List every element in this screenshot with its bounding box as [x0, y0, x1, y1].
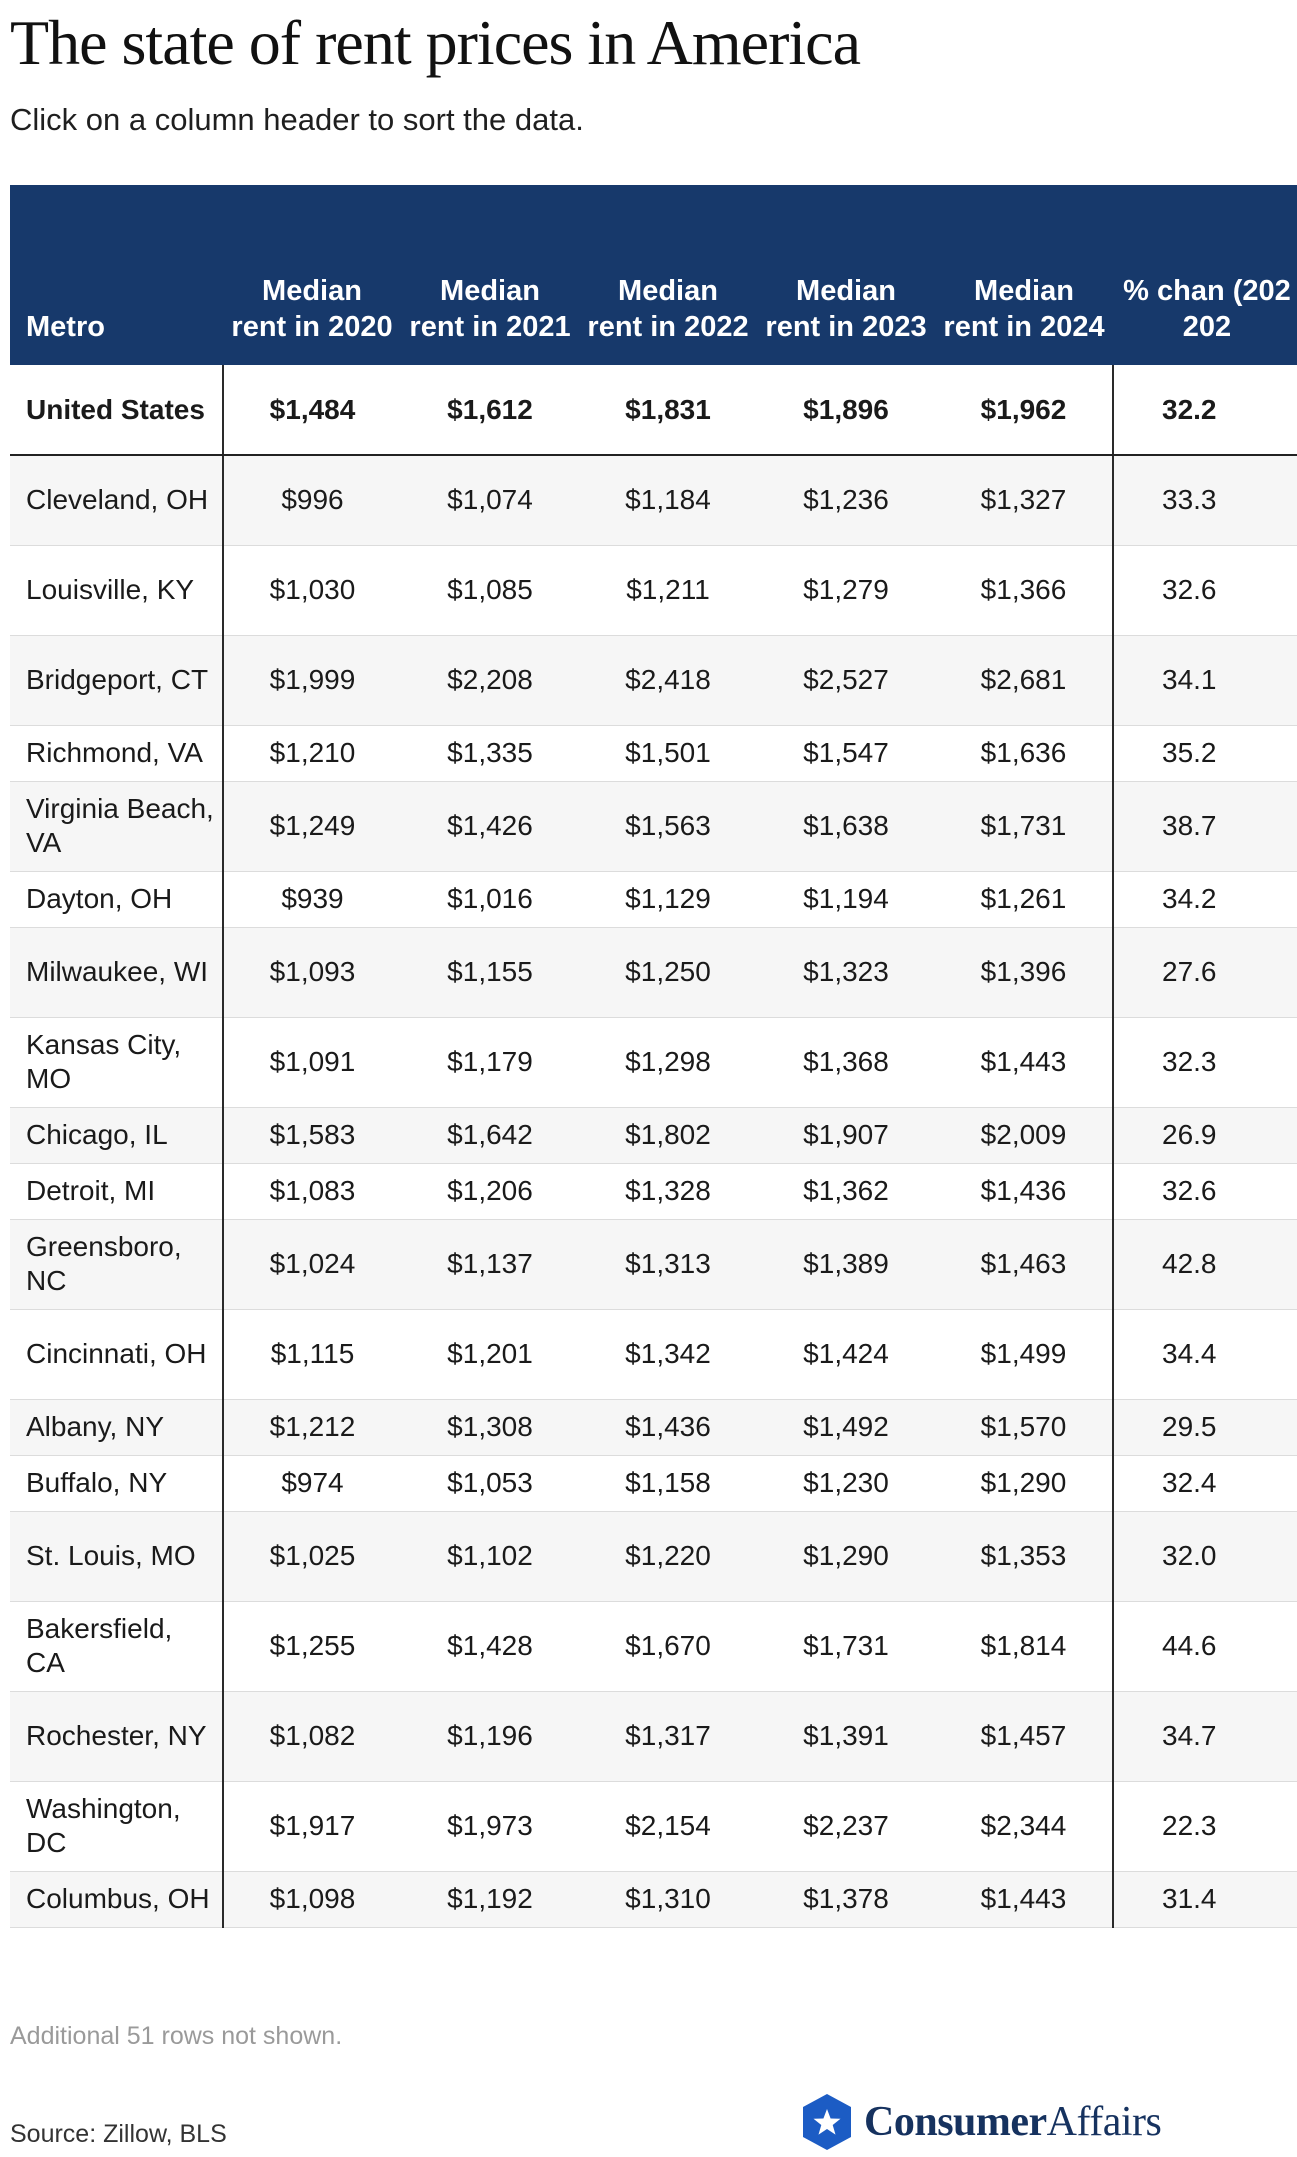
rent-2020-cell: $974 [223, 1455, 401, 1511]
rent-2023-cell: $1,236 [757, 455, 935, 545]
rent-2024-cell: $1,396 [935, 927, 1113, 1017]
rent-2021-cell: $1,137 [401, 1219, 579, 1309]
metro-cell: Detroit, MI [10, 1163, 223, 1219]
rent-2020-cell: $1,030 [223, 545, 401, 635]
metro-cell: Buffalo, NY [10, 1455, 223, 1511]
rent-2021-cell: $1,206 [401, 1163, 579, 1219]
rent-2022-cell: $1,310 [579, 1871, 757, 1927]
column-header-rent-2024[interactable]: Median rent in 2024 [943, 275, 1105, 343]
metro-cell: Cleveland, OH [10, 455, 223, 545]
rent-2022-cell: $1,802 [579, 1107, 757, 1163]
percent-change-cell: 32.6 [1113, 545, 1297, 635]
national-rent-2021: $1,612 [401, 365, 579, 455]
rent-2024-cell: $1,457 [935, 1691, 1113, 1781]
rent-2020-cell: $1,255 [223, 1601, 401, 1691]
rent-2021-cell: $1,335 [401, 725, 579, 781]
rent-2021-cell: $2,208 [401, 635, 579, 725]
percent-change-cell: 27.6 [1113, 927, 1297, 1017]
metro-cell: Richmond, VA [10, 725, 223, 781]
rent-2024-cell: $1,443 [935, 1017, 1113, 1107]
rent-2023-cell: $1,389 [757, 1219, 935, 1309]
rent-2024-cell: $2,009 [935, 1107, 1113, 1163]
rent-2020-cell: $1,999 [223, 635, 401, 725]
page-subtitle: Click on a column header to sort the data. [10, 102, 584, 137]
rent-2024-cell: $1,814 [935, 1601, 1113, 1691]
table-row [10, 635, 1297, 725]
rent-2023-cell: $1,362 [757, 1163, 935, 1219]
metro-cell: Kansas City, MO [10, 1017, 223, 1107]
metro-cell: Columbus, OH [10, 1871, 223, 1927]
rent-2022-cell: $1,563 [579, 781, 757, 871]
table-row [10, 1455, 1297, 1511]
table-row [10, 1511, 1297, 1601]
table-row [10, 545, 1297, 635]
column-header-rent-2023[interactable]: Median rent in 2023 [765, 275, 927, 343]
metro-cell: Chicago, IL [10, 1107, 223, 1163]
rent-2023-cell: $1,391 [757, 1691, 935, 1781]
rent-table [10, 185, 1297, 1928]
rent-2021-cell: $1,074 [401, 455, 579, 545]
rent-2020-cell: $1,093 [223, 927, 401, 1017]
national-row [10, 365, 1297, 455]
rent-2023-cell: $2,237 [757, 1781, 935, 1871]
rent-2022-cell: $1,670 [579, 1601, 757, 1691]
table-row [10, 455, 1297, 545]
percent-change-cell: 34.1 [1113, 635, 1297, 725]
metro-cell: Rochester, NY [10, 1691, 223, 1781]
rent-2022-cell: $1,129 [579, 871, 757, 927]
metro-cell: Bridgeport, CT [10, 635, 223, 725]
metro-cell: Cincinnati, OH [10, 1309, 223, 1399]
rent-2021-cell: $1,642 [401, 1107, 579, 1163]
rent-2024-cell: $1,366 [935, 545, 1113, 635]
rent-2023-cell: $1,368 [757, 1017, 935, 1107]
table-row [10, 1871, 1297, 1927]
star-shield-icon [800, 2092, 854, 2152]
rent-2024-cell: $1,261 [935, 871, 1113, 927]
metro-cell: Milwaukee, WI [10, 927, 223, 1017]
national-rent-2020: $1,484 [223, 365, 401, 455]
rent-2022-cell: $1,328 [579, 1163, 757, 1219]
rent-2024-cell: $1,327 [935, 455, 1113, 545]
rent-2024-cell: $1,463 [935, 1219, 1113, 1309]
national-metro-cell: United States [10, 365, 223, 455]
table-row [10, 1601, 1297, 1691]
table-row [10, 1219, 1297, 1309]
rent-2021-cell: $1,053 [401, 1455, 579, 1511]
rent-2022-cell: $1,298 [579, 1017, 757, 1107]
national-rent-2022: $1,831 [579, 365, 757, 455]
rent-2022-cell: $1,342 [579, 1309, 757, 1399]
rent-2020-cell: $1,212 [223, 1399, 401, 1455]
percent-change-cell: 31.4 [1113, 1871, 1297, 1927]
national-rent-2024: $1,962 [935, 365, 1113, 455]
rent-2022-cell: $1,158 [579, 1455, 757, 1511]
rent-2023-cell: $1,194 [757, 871, 935, 927]
more-rows-note: Additional 51 rows not shown. [10, 2022, 343, 2050]
rent-2021-cell: $1,192 [401, 1871, 579, 1927]
rent-2021-cell: $1,102 [401, 1511, 579, 1601]
brand-logo [800, 2092, 1161, 2152]
percent-change-cell: 34.4 [1113, 1309, 1297, 1399]
percent-change-cell: 32.3 [1113, 1017, 1297, 1107]
rent-2022-cell: $1,436 [579, 1399, 757, 1455]
rent-2020-cell: $1,024 [223, 1219, 401, 1309]
rent-2023-cell: $1,323 [757, 927, 935, 1017]
rent-2021-cell: $1,426 [401, 781, 579, 871]
brand-wordmark-part2: Affairs [1046, 2099, 1162, 2145]
rent-2024-cell: $1,443 [935, 1871, 1113, 1927]
metro-cell: Bakersfield, CA [10, 1601, 223, 1691]
table-row [10, 781, 1297, 871]
rent-2023-cell: $1,424 [757, 1309, 935, 1399]
table-row [10, 1781, 1297, 1871]
rent-2021-cell: $1,973 [401, 1781, 579, 1871]
rent-2022-cell: $1,184 [579, 455, 757, 545]
table-row [10, 927, 1297, 1017]
rent-2020-cell: $996 [223, 455, 401, 545]
rent-2021-cell: $1,308 [401, 1399, 579, 1455]
rent-2023-cell: $1,492 [757, 1399, 935, 1455]
rent-2021-cell: $1,016 [401, 871, 579, 927]
rent-2023-cell: $1,230 [757, 1455, 935, 1511]
rent-2020-cell: $1,917 [223, 1781, 401, 1871]
rent-2020-cell: $1,098 [223, 1871, 401, 1927]
rent-2023-cell: $1,547 [757, 725, 935, 781]
rent-2024-cell: $1,353 [935, 1511, 1113, 1601]
source-note: Source: Zillow, BLS [10, 2120, 227, 2148]
rent-2022-cell: $1,220 [579, 1511, 757, 1601]
rent-2023-cell: $2,527 [757, 635, 935, 725]
rent-2021-cell: $1,428 [401, 1601, 579, 1691]
metro-cell: Louisville, KY [10, 545, 223, 635]
rent-2020-cell: $939 [223, 871, 401, 927]
rent-2022-cell: $1,317 [579, 1691, 757, 1781]
rent-2021-cell: $1,155 [401, 927, 579, 1017]
percent-change-cell: 22.3 [1113, 1781, 1297, 1871]
rent-2024-cell: $2,681 [935, 635, 1113, 725]
national-rent-2023: $1,896 [757, 365, 935, 455]
column-header-percent-change[interactable]: % chan (202 202 [1123, 275, 1291, 343]
rent-2022-cell: $1,501 [579, 725, 757, 781]
column-header-rent-2020[interactable]: Median rent in 2020 [231, 275, 393, 343]
rent-2023-cell: $1,279 [757, 545, 935, 635]
column-header-rent-2022[interactable]: Median rent in 2022 [587, 275, 749, 343]
table-row [10, 1163, 1297, 1219]
percent-change-cell: 35.2 [1113, 725, 1297, 781]
percent-change-cell: 32.0 [1113, 1511, 1297, 1601]
column-header-metro[interactable]: Metro [26, 311, 105, 343]
rent-2022-cell: $1,250 [579, 927, 757, 1017]
percent-change-cell: 42.8 [1113, 1219, 1297, 1309]
rent-2024-cell: $2,344 [935, 1781, 1113, 1871]
rent-2024-cell: $1,290 [935, 1455, 1113, 1511]
metro-cell: Dayton, OH [10, 871, 223, 927]
percent-change-cell: 32.4 [1113, 1455, 1297, 1511]
percent-change-cell: 33.3 [1113, 455, 1297, 545]
metro-cell: Washington, DC [10, 1781, 223, 1871]
rent-2020-cell: $1,210 [223, 725, 401, 781]
rent-2020-cell: $1,083 [223, 1163, 401, 1219]
rent-table-container[interactable] [10, 185, 1291, 2005]
percent-change-cell: 34.7 [1113, 1691, 1297, 1781]
rent-2024-cell: $1,570 [935, 1399, 1113, 1455]
column-header-rent-2021[interactable]: Median rent in 2021 [409, 275, 571, 343]
rent-2023-cell: $1,378 [757, 1871, 935, 1927]
rent-2023-cell: $1,907 [757, 1107, 935, 1163]
rent-2020-cell: $1,115 [223, 1309, 401, 1399]
metro-cell: Virginia Beach, VA [10, 781, 223, 871]
rent-2020-cell: $1,091 [223, 1017, 401, 1107]
metro-cell: St. Louis, MO [10, 1511, 223, 1601]
rent-2022-cell: $2,154 [579, 1781, 757, 1871]
rent-2020-cell: $1,082 [223, 1691, 401, 1781]
rent-2024-cell: $1,436 [935, 1163, 1113, 1219]
rent-2020-cell: $1,583 [223, 1107, 401, 1163]
metro-cell: Albany, NY [10, 1399, 223, 1455]
percent-change-cell: 34.2 [1113, 871, 1297, 927]
percent-change-cell: 44.6 [1113, 1601, 1297, 1691]
percent-change-cell: 32.6 [1113, 1163, 1297, 1219]
percent-change-cell: 29.5 [1113, 1399, 1297, 1455]
rent-2022-cell: $1,211 [579, 545, 757, 635]
table-header-row [10, 185, 1297, 365]
table-row [10, 1309, 1297, 1399]
rent-2023-cell: $1,731 [757, 1601, 935, 1691]
brand-wordmark [864, 2098, 1161, 2146]
rent-2021-cell: $1,201 [401, 1309, 579, 1399]
table-row [10, 871, 1297, 927]
rent-2020-cell: $1,025 [223, 1511, 401, 1601]
table-row [10, 1691, 1297, 1781]
metro-cell: Greensboro, NC [10, 1219, 223, 1309]
rent-2021-cell: $1,196 [401, 1691, 579, 1781]
rent-2024-cell: $1,731 [935, 781, 1113, 871]
table-row [10, 725, 1297, 781]
rent-2023-cell: $1,290 [757, 1511, 935, 1601]
table-row [10, 1399, 1297, 1455]
rent-2024-cell: $1,636 [935, 725, 1113, 781]
rent-2023-cell: $1,638 [757, 781, 935, 871]
brand-wordmark-part1: Consumer [864, 2099, 1047, 2145]
table-row [10, 1017, 1297, 1107]
rent-2024-cell: $1,499 [935, 1309, 1113, 1399]
rent-2022-cell: $1,313 [579, 1219, 757, 1309]
rent-2022-cell: $2,418 [579, 635, 757, 725]
percent-change-cell: 38.7 [1113, 781, 1297, 871]
rent-2020-cell: $1,249 [223, 781, 401, 871]
rent-2021-cell: $1,179 [401, 1017, 579, 1107]
national-percent-change: 32.2 [1113, 365, 1297, 455]
table-row [10, 1107, 1297, 1163]
rent-2021-cell: $1,085 [401, 545, 579, 635]
percent-change-cell: 26.9 [1113, 1107, 1297, 1163]
page-title: The state of rent prices in America [10, 7, 860, 78]
